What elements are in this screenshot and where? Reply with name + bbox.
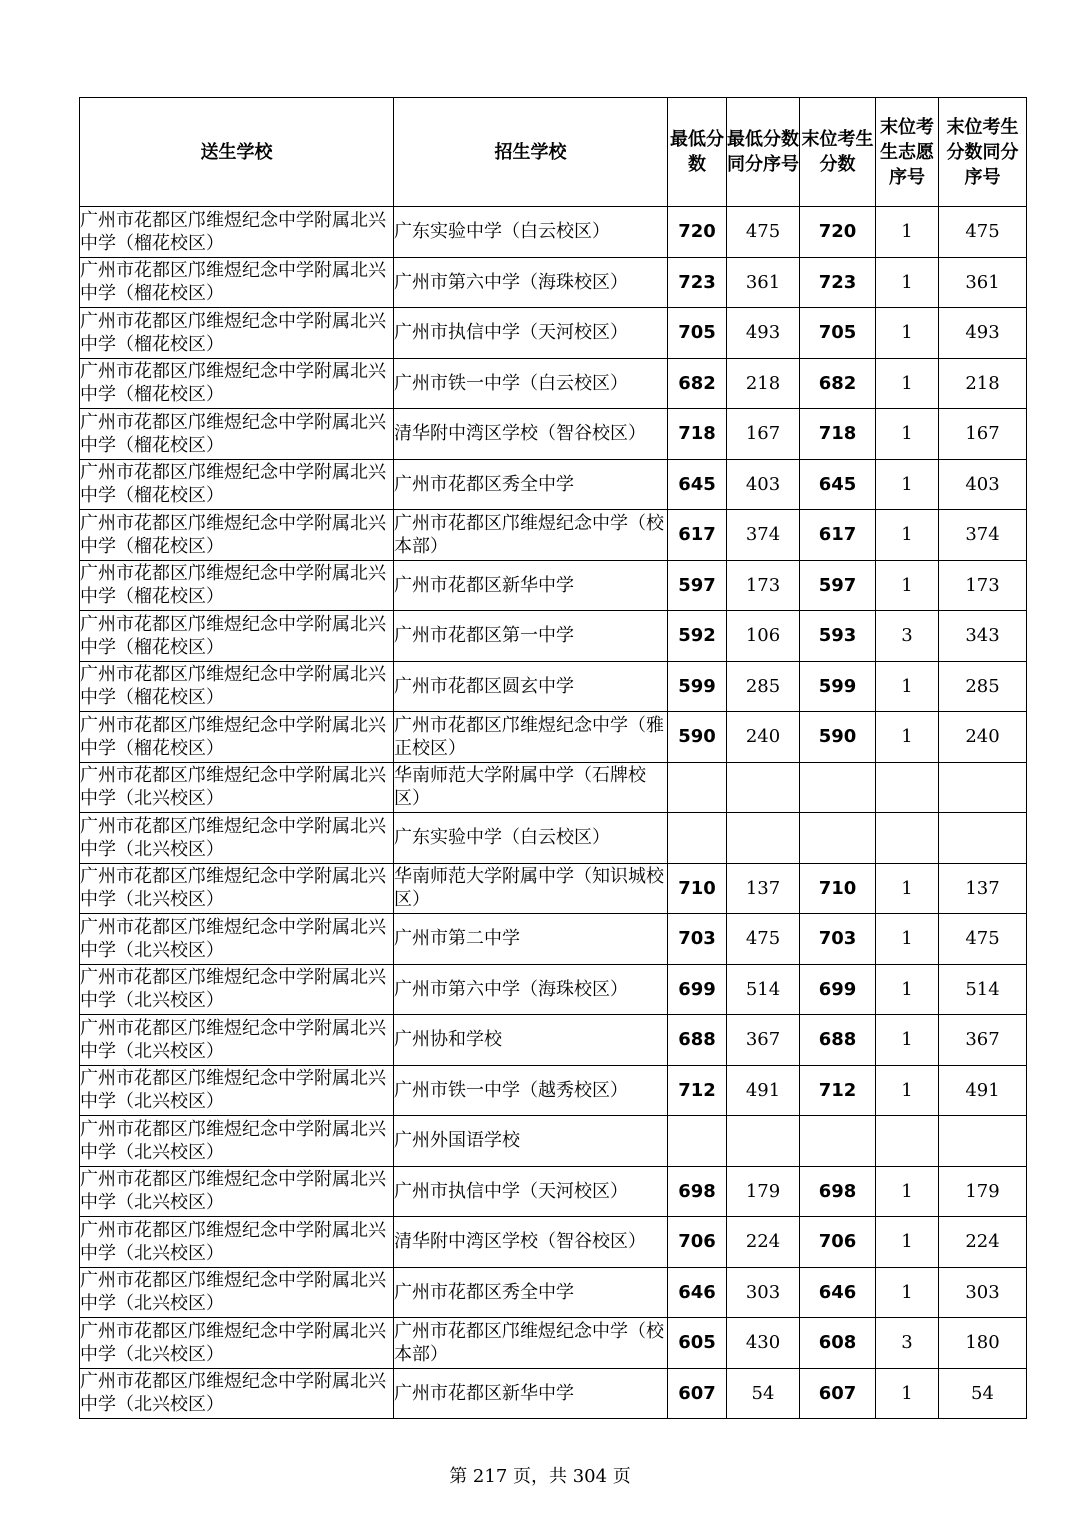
cell-last-choice: 1	[876, 1065, 939, 1116]
cell-min-score-rank: 285	[727, 661, 800, 712]
cell-min-score-rank: 374	[727, 510, 800, 561]
cell-admitting-school: 广州市花都区邝维煜纪念中学（雅正校区）	[394, 712, 668, 763]
table-row	[80, 611, 1027, 662]
cell-last-score-rank: 303	[939, 1267, 1027, 1318]
cell-last-score-rank: 179	[939, 1166, 1027, 1217]
table-row	[80, 712, 1027, 763]
cell-last-choice: 1	[876, 510, 939, 561]
cell-last-score	[800, 813, 876, 864]
cell-last-score-rank: 218	[939, 358, 1027, 409]
table-row	[80, 1065, 1027, 1116]
cell-min-score-rank: 361	[727, 257, 800, 308]
cell-sending-school: 广州市花都区邝维煜纪念中学附属北兴中学（榴花校区）	[80, 409, 394, 460]
header-row	[80, 98, 1027, 207]
table-row	[80, 762, 1027, 813]
cell-last-score: 599	[800, 661, 876, 712]
cell-min-score-rank: 106	[727, 611, 800, 662]
admission-table	[79, 97, 1027, 1419]
cell-min-score-rank: 224	[727, 1217, 800, 1268]
cell-admitting-school: 广州市第六中学（海珠校区）	[394, 964, 668, 1015]
cell-last-score-rank: 224	[939, 1217, 1027, 1268]
cell-last-choice: 1	[876, 358, 939, 409]
cell-last-score-rank	[939, 1116, 1027, 1167]
cell-min-score-rank: 54	[727, 1368, 800, 1419]
cell-admitting-school: 广东实验中学（白云校区）	[394, 813, 668, 864]
cell-last-choice: 1	[876, 308, 939, 359]
table-row	[80, 207, 1027, 258]
cell-last-choice: 1	[876, 1217, 939, 1268]
cell-min-score-rank: 167	[727, 409, 800, 460]
cell-last-score-rank: 367	[939, 1015, 1027, 1066]
cell-admitting-school: 广州市执信中学（天河校区）	[394, 308, 668, 359]
cell-last-choice: 1	[876, 560, 939, 611]
cell-last-score	[800, 762, 876, 813]
table-row	[80, 813, 1027, 864]
table-row	[80, 358, 1027, 409]
cell-sending-school: 广州市花都区邝维煜纪念中学附属北兴中学（北兴校区）	[80, 914, 394, 965]
cell-min-score-rank: 430	[727, 1318, 800, 1369]
cell-min-score-rank: 514	[727, 964, 800, 1015]
table-body	[80, 207, 1027, 1419]
cell-admitting-school: 广州协和学校	[394, 1015, 668, 1066]
cell-last-score: 645	[800, 459, 876, 510]
cell-sending-school: 广州市花都区邝维煜纪念中学附属北兴中学（榴花校区）	[80, 358, 394, 409]
cell-last-score: 710	[800, 863, 876, 914]
cell-admitting-school: 广州市花都区新华中学	[394, 1368, 668, 1419]
cell-min-score-rank: 475	[727, 207, 800, 258]
header-admitting-school: 招生学校	[394, 98, 668, 207]
cell-last-score-rank: 374	[939, 510, 1027, 561]
cell-min-score-rank: 137	[727, 863, 800, 914]
cell-last-score-rank: 493	[939, 308, 1027, 359]
cell-last-choice: 1	[876, 712, 939, 763]
cell-min-score-rank: 218	[727, 358, 800, 409]
cell-last-score: 712	[800, 1065, 876, 1116]
cell-admitting-school: 广州市花都区邝维煜纪念中学（校本部）	[394, 1318, 668, 1369]
cell-sending-school: 广州市花都区邝维煜纪念中学附属北兴中学（北兴校区）	[80, 1116, 394, 1167]
cell-last-score-rank: 403	[939, 459, 1027, 510]
cell-min-score-rank	[727, 1116, 800, 1167]
cell-min-score: 705	[668, 308, 727, 359]
table-row	[80, 459, 1027, 510]
cell-admitting-school: 广州市花都区第一中学	[394, 611, 668, 662]
cell-min-score: 599	[668, 661, 727, 712]
header-min-score-rank: 最低分数同分序号	[727, 98, 800, 207]
cell-last-choice: 1	[876, 257, 939, 308]
cell-last-choice: 1	[876, 863, 939, 914]
cell-min-score	[668, 813, 727, 864]
cell-min-score: 605	[668, 1318, 727, 1369]
cell-last-choice: 3	[876, 1318, 939, 1369]
cell-min-score	[668, 762, 727, 813]
cell-last-score-rank: 514	[939, 964, 1027, 1015]
table-row	[80, 308, 1027, 359]
cell-sending-school: 广州市花都区邝维煜纪念中学附属北兴中学（北兴校区）	[80, 1065, 394, 1116]
cell-admitting-school: 广东实验中学（白云校区）	[394, 207, 668, 258]
cell-admitting-school: 华南师范大学附属中学（知识城校区）	[394, 863, 668, 914]
cell-admitting-school: 广州市花都区圆玄中学	[394, 661, 668, 712]
table-row	[80, 1267, 1027, 1318]
cell-sending-school: 广州市花都区邝维煜纪念中学附属北兴中学（北兴校区）	[80, 1267, 394, 1318]
cell-sending-school: 广州市花都区邝维煜纪念中学附属北兴中学（北兴校区）	[80, 964, 394, 1015]
cell-admitting-school: 清华附中湾区学校（智谷校区）	[394, 1217, 668, 1268]
cell-last-choice: 1	[876, 409, 939, 460]
cell-last-score: 590	[800, 712, 876, 763]
cell-min-score-rank: 179	[727, 1166, 800, 1217]
cell-sending-school: 广州市花都区邝维煜纪念中学附属北兴中学（北兴校区）	[80, 1015, 394, 1066]
cell-last-score: 617	[800, 510, 876, 561]
cell-last-choice	[876, 762, 939, 813]
cell-last-score-rank: 361	[939, 257, 1027, 308]
cell-admitting-school: 清华附中湾区学校（智谷校区）	[394, 409, 668, 460]
cell-min-score	[668, 1116, 727, 1167]
cell-min-score: 645	[668, 459, 727, 510]
table-row	[80, 510, 1027, 561]
cell-admitting-school: 广州外国语学校	[394, 1116, 668, 1167]
cell-sending-school: 广州市花都区邝维煜纪念中学附属北兴中学（北兴校区）	[80, 813, 394, 864]
cell-min-score: 688	[668, 1015, 727, 1066]
cell-min-score: 699	[668, 964, 727, 1015]
cell-last-score-rank: 343	[939, 611, 1027, 662]
cell-last-score: 699	[800, 964, 876, 1015]
cell-min-score: 597	[668, 560, 727, 611]
cell-min-score: 703	[668, 914, 727, 965]
cell-admitting-school: 广州市铁一中学（越秀校区）	[394, 1065, 668, 1116]
cell-min-score-rank	[727, 762, 800, 813]
cell-sending-school: 广州市花都区邝维煜纪念中学附属北兴中学（北兴校区）	[80, 863, 394, 914]
cell-last-score-rank: 475	[939, 207, 1027, 258]
cell-min-score-rank: 491	[727, 1065, 800, 1116]
cell-sending-school: 广州市花都区邝维煜纪念中学附属北兴中学（北兴校区）	[80, 1166, 394, 1217]
cell-last-score: 723	[800, 257, 876, 308]
cell-last-score-rank: 137	[939, 863, 1027, 914]
cell-last-choice: 3	[876, 611, 939, 662]
cell-last-score	[800, 1116, 876, 1167]
header-last-score: 末位考生分数	[800, 98, 876, 207]
cell-last-score: 597	[800, 560, 876, 611]
cell-min-score: 698	[668, 1166, 727, 1217]
cell-min-score: 617	[668, 510, 727, 561]
table-row	[80, 661, 1027, 712]
cell-sending-school: 广州市花都区邝维煜纪念中学附属北兴中学（北兴校区）	[80, 1318, 394, 1369]
table-row	[80, 1217, 1027, 1268]
cell-admitting-school: 广州市执信中学（天河校区）	[394, 1166, 668, 1217]
cell-sending-school: 广州市花都区邝维煜纪念中学附属北兴中学（北兴校区）	[80, 1217, 394, 1268]
cell-min-score: 646	[668, 1267, 727, 1318]
cell-last-score: 682	[800, 358, 876, 409]
header-sending-school: 送生学校	[80, 98, 394, 207]
cell-sending-school: 广州市花都区邝维煜纪念中学附属北兴中学（榴花校区）	[80, 510, 394, 561]
table-row	[80, 409, 1027, 460]
cell-min-score-rank: 303	[727, 1267, 800, 1318]
cell-last-score: 608	[800, 1318, 876, 1369]
cell-last-score: 688	[800, 1015, 876, 1066]
cell-min-score: 590	[668, 712, 727, 763]
cell-last-score-rank: 173	[939, 560, 1027, 611]
cell-min-score: 718	[668, 409, 727, 460]
cell-min-score-rank: 475	[727, 914, 800, 965]
cell-last-choice: 1	[876, 459, 939, 510]
cell-min-score: 723	[668, 257, 727, 308]
cell-last-score: 607	[800, 1368, 876, 1419]
cell-sending-school: 广州市花都区邝维煜纪念中学附属北兴中学（榴花校区）	[80, 459, 394, 510]
cell-admitting-school: 广州市花都区秀全中学	[394, 1267, 668, 1318]
cell-min-score: 712	[668, 1065, 727, 1116]
cell-min-score: 720	[668, 207, 727, 258]
cell-admitting-school: 广州市铁一中学（白云校区）	[394, 358, 668, 409]
cell-last-score: 706	[800, 1217, 876, 1268]
cell-last-score-rank	[939, 762, 1027, 813]
cell-last-choice: 1	[876, 914, 939, 965]
cell-last-score: 720	[800, 207, 876, 258]
header-last-score-rank: 末位考生分数同分序号	[939, 98, 1027, 207]
table-row	[80, 1015, 1027, 1066]
cell-last-choice	[876, 813, 939, 864]
cell-admitting-school: 广州市花都区秀全中学	[394, 459, 668, 510]
cell-last-choice: 1	[876, 207, 939, 258]
cell-last-score-rank: 475	[939, 914, 1027, 965]
cell-last-score: 705	[800, 308, 876, 359]
cell-last-score: 718	[800, 409, 876, 460]
cell-last-score: 703	[800, 914, 876, 965]
cell-last-score: 593	[800, 611, 876, 662]
table-row	[80, 1166, 1027, 1217]
table-row	[80, 560, 1027, 611]
cell-sending-school: 广州市花都区邝维煜纪念中学附属北兴中学（榴花校区）	[80, 712, 394, 763]
table-row	[80, 1368, 1027, 1419]
cell-last-score-rank: 167	[939, 409, 1027, 460]
cell-last-choice: 1	[876, 1368, 939, 1419]
cell-sending-school: 广州市花都区邝维煜纪念中学附属北兴中学（榴花校区）	[80, 560, 394, 611]
table-row	[80, 257, 1027, 308]
header-last-choice: 末位考生志愿序号	[876, 98, 939, 207]
header-min-score: 最低分数	[668, 98, 727, 207]
cell-min-score-rank: 240	[727, 712, 800, 763]
cell-last-choice: 1	[876, 964, 939, 1015]
table-row	[80, 914, 1027, 965]
cell-admitting-school: 广州市第二中学	[394, 914, 668, 965]
cell-last-choice: 1	[876, 1015, 939, 1066]
cell-last-score: 646	[800, 1267, 876, 1318]
cell-admitting-school: 华南师范大学附属中学（石牌校区）	[394, 762, 668, 813]
cell-min-score: 607	[668, 1368, 727, 1419]
cell-admitting-school: 广州市第六中学（海珠校区）	[394, 257, 668, 308]
cell-last-score-rank: 180	[939, 1318, 1027, 1369]
cell-min-score-rank: 367	[727, 1015, 800, 1066]
cell-min-score-rank: 173	[727, 560, 800, 611]
cell-min-score-rank	[727, 813, 800, 864]
cell-min-score: 592	[668, 611, 727, 662]
cell-last-score-rank: 240	[939, 712, 1027, 763]
cell-last-score-rank: 285	[939, 661, 1027, 712]
cell-admitting-school: 广州市花都区邝维煜纪念中学（校本部）	[394, 510, 668, 561]
cell-last-score: 698	[800, 1166, 876, 1217]
cell-last-score-rank: 491	[939, 1065, 1027, 1116]
cell-min-score: 682	[668, 358, 727, 409]
cell-sending-school: 广州市花都区邝维煜纪念中学附属北兴中学（北兴校区）	[80, 762, 394, 813]
cell-last-score-rank	[939, 813, 1027, 864]
cell-last-choice: 1	[876, 1267, 939, 1318]
cell-last-choice: 1	[876, 1166, 939, 1217]
cell-min-score-rank: 493	[727, 308, 800, 359]
cell-sending-school: 广州市花都区邝维煜纪念中学附属北兴中学（榴花校区）	[80, 661, 394, 712]
cell-sending-school: 广州市花都区邝维煜纪念中学附属北兴中学（榴花校区）	[80, 257, 394, 308]
cell-sending-school: 广州市花都区邝维煜纪念中学附属北兴中学（榴花校区）	[80, 308, 394, 359]
cell-sending-school: 广州市花都区邝维煜纪念中学附属北兴中学（北兴校区）	[80, 1368, 394, 1419]
table-row	[80, 863, 1027, 914]
cell-min-score: 710	[668, 863, 727, 914]
cell-sending-school: 广州市花都区邝维煜纪念中学附属北兴中学（榴花校区）	[80, 611, 394, 662]
cell-sending-school: 广州市花都区邝维煜纪念中学附属北兴中学（榴花校区）	[80, 207, 394, 258]
cell-last-choice	[876, 1116, 939, 1167]
table-row	[80, 1116, 1027, 1167]
cell-admitting-school: 广州市花都区新华中学	[394, 560, 668, 611]
cell-last-choice: 1	[876, 661, 939, 712]
table-row	[80, 1318, 1027, 1369]
cell-min-score: 706	[668, 1217, 727, 1268]
cell-last-score-rank: 54	[939, 1368, 1027, 1419]
cell-min-score-rank: 403	[727, 459, 800, 510]
page-footer: 第 217 页，共 304 页	[449, 1466, 631, 1487]
table-row	[80, 964, 1027, 1015]
